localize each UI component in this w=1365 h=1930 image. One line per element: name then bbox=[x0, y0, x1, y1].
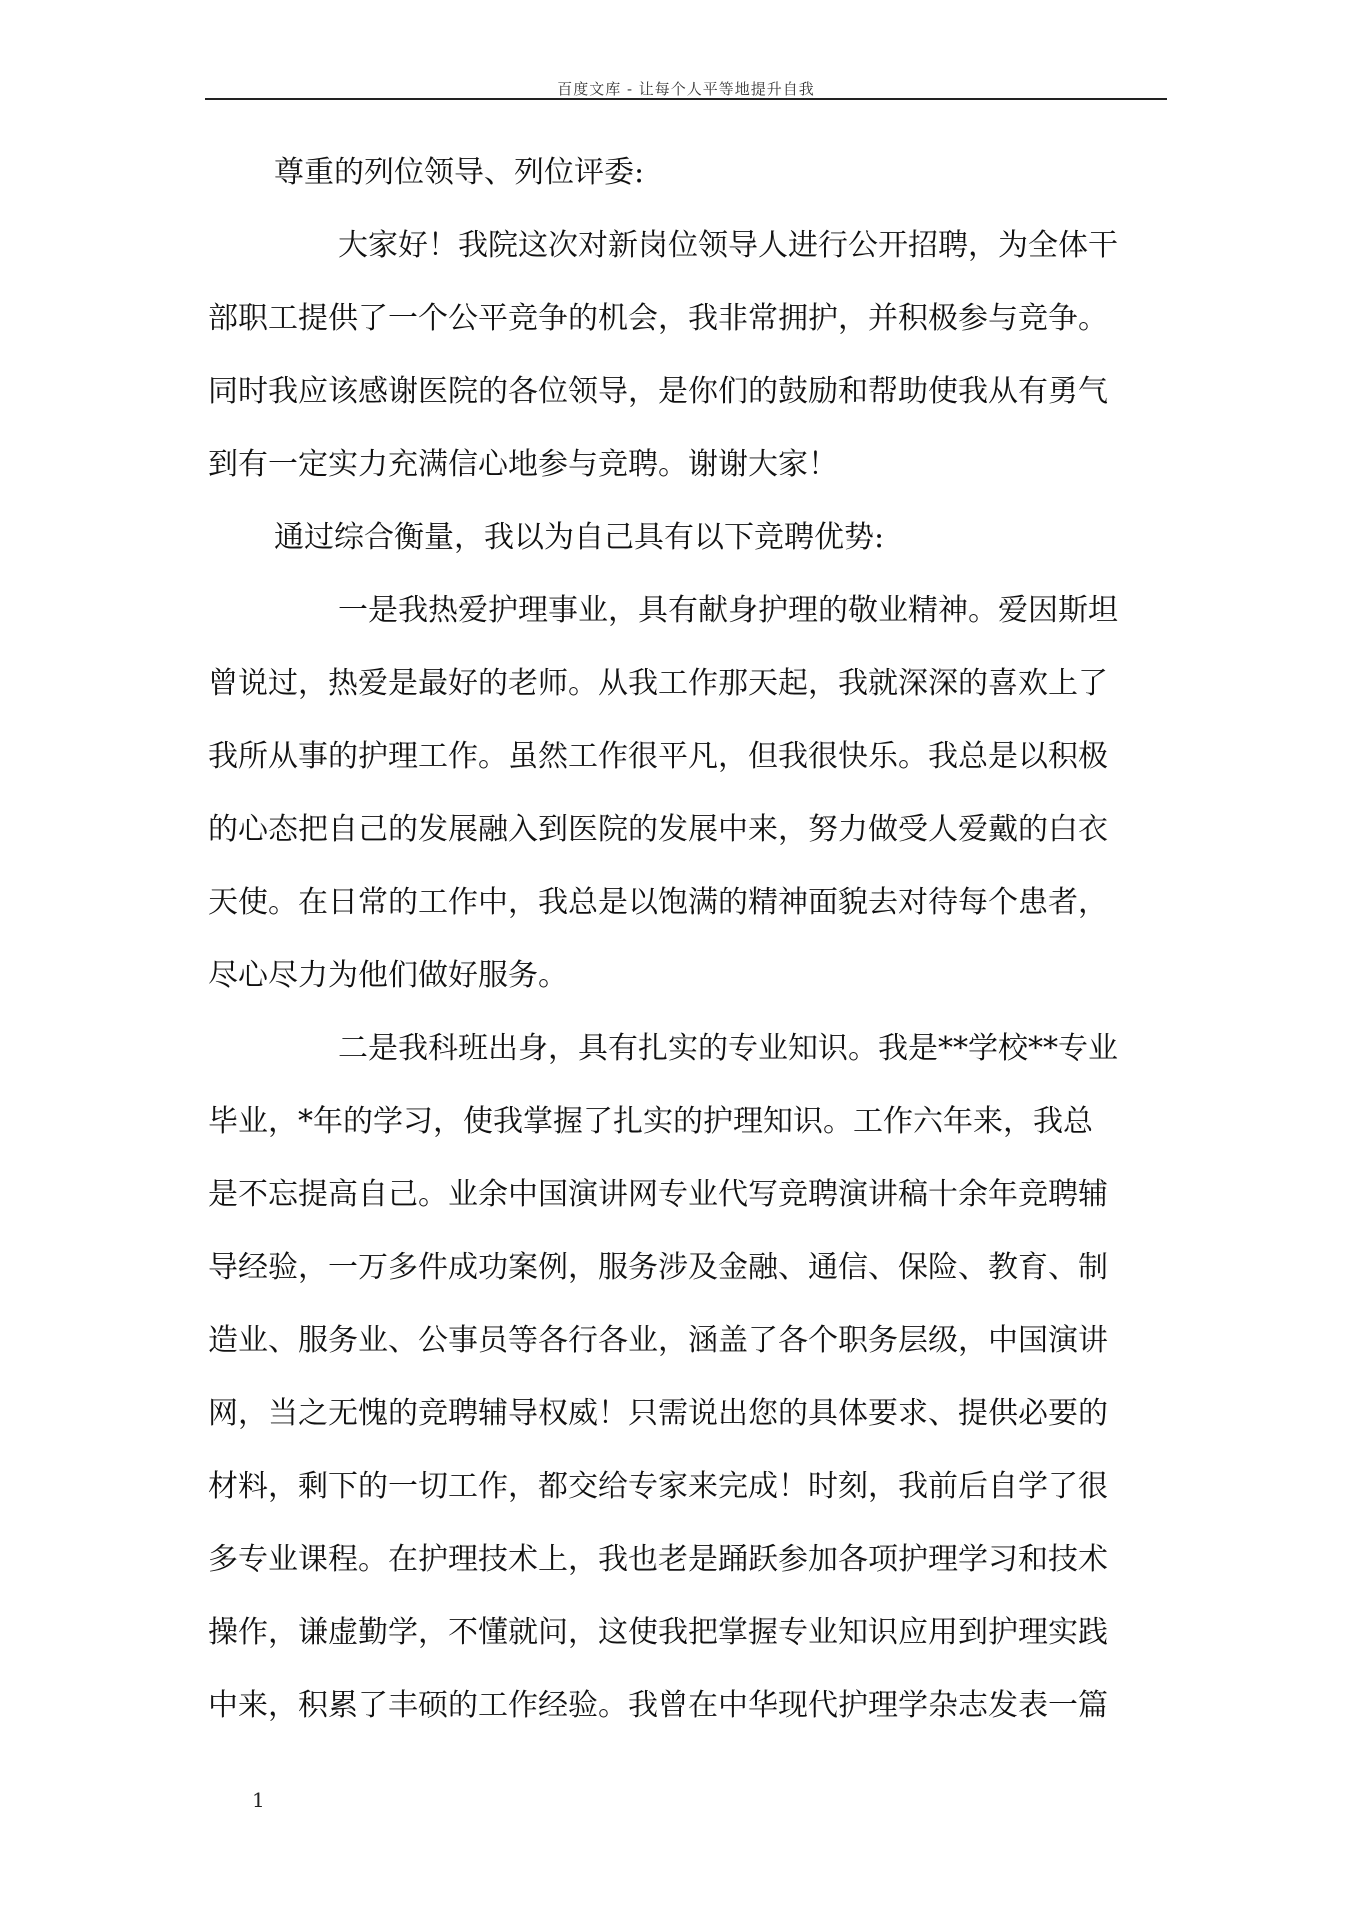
document-body bbox=[208, 136, 1166, 1742]
paragraph-line: 的心态把自己的发展融入到医院的发展中来，努力做受人爱戴的白衣 bbox=[208, 812, 1108, 847]
paragraph-line: 曾说过，热爱是最好的老师。从我工作那天起，我就深深的喜欢上了 bbox=[208, 666, 1108, 701]
paragraph-line: 毕业，*年的学习，使我掌握了扎实的护理知识。工作六年来，我总 bbox=[208, 1104, 1093, 1139]
paragraph-line: 网，当之无愧的竞聘辅导权威！只需说出您的具体要求、提供必要的 bbox=[208, 1396, 1108, 1431]
header-divider bbox=[205, 98, 1167, 100]
paragraph-line: 到有一定实力充满信心地参与竞聘。谢谢大家！ bbox=[208, 447, 838, 482]
paragraph-line: 导经验，一万多件成功案例，服务涉及金融、通信、保险、教育、制 bbox=[208, 1250, 1108, 1285]
paragraph-line: 天使。在日常的工作中，我总是以饱满的精神面貌去对待每个患者， bbox=[208, 885, 1108, 920]
paragraph-line: 是不忘提高自己。业余中国演讲网专业代写竞聘演讲稿十余年竞聘辅 bbox=[208, 1177, 1108, 1212]
paragraph-line: 操作，谦虚勤学，不懂就问，这使我把掌握专业知识应用到护理实践 bbox=[208, 1615, 1108, 1650]
paragraph-line: 同时我应该感谢医院的各位领导，是你们的鼓励和帮助使我从有勇气 bbox=[208, 374, 1108, 409]
page-number: 1 bbox=[252, 1788, 265, 1812]
paragraph-line: 材料，剩下的一切工作，都交给专家来完成！时刻，我前后自学了很 bbox=[208, 1469, 1108, 1504]
paragraph-line: 二是我科班出身，具有扎实的专业知识。我是**学校**专业 bbox=[338, 1031, 1118, 1066]
salutation-line: 尊重的列位领导、列位评委: bbox=[274, 155, 645, 190]
paragraph-line: 造业、服务业、公事员等各行各业，涵盖了各个职务层级，中国演讲 bbox=[208, 1323, 1108, 1358]
page-header: 百度文库 - 让每个人平等地提升自我 bbox=[557, 80, 815, 98]
paragraph-line: 尽心尽力为他们做好服务。 bbox=[208, 958, 568, 993]
paragraph-line: 部职工提供了一个公平竞争的机会，我非常拥护，并积极参与竞争。 bbox=[208, 301, 1108, 336]
paragraph-line: 大家好！我院这次对新岗位领导人进行公开招聘，为全体干 bbox=[338, 228, 1118, 263]
paragraph-line: 多专业课程。在护理技术上，我也老是踊跃参加各项护理学习和技术 bbox=[208, 1542, 1108, 1577]
paragraph-line: 我所从事的护理工作。虽然工作很平凡，但我很快乐。我总是以积极 bbox=[208, 739, 1108, 774]
paragraph-line: 一是我热爱护理事业，具有献身护理的敬业精神。爱因斯坦 bbox=[338, 593, 1118, 628]
paragraph-line: 通过综合衡量，我以为自己具有以下竞聘优势: bbox=[274, 520, 885, 555]
paragraph-line: 中来，积累了丰硕的工作经验。我曾在中华现代护理学杂志发表一篇 bbox=[208, 1688, 1108, 1723]
